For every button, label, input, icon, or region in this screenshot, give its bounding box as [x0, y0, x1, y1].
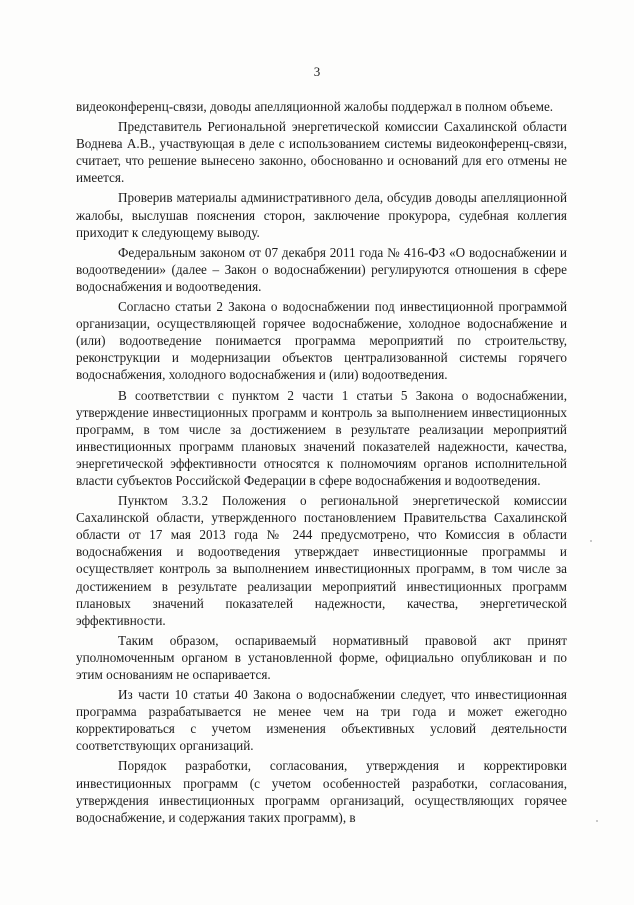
- paragraph-3: Проверив материалы административного дела, обсудив доводы апелляционной жалобы, выслушав пояснения сторон, заключение прокурора, судебная коллегия приходит к следующему выводу.: [76, 190, 567, 240]
- scan-speck: [590, 540, 592, 542]
- page-number: 3: [313, 64, 321, 79]
- paragraph-5: Согласно статьи 2 Закона о водоснабжении под инвестиционной программой организации, осуществляющей горячее водоснабжение, холодное водоснабжение и (или) водоотведение понимается программа мероприятий по строительству, реконструкции и модернизации объектов централизованной системы горячего водоснабжения, холодного водоснабжения и (или) водоотведения.: [76, 299, 567, 383]
- paragraph-10: Порядок разработки, согласования, утверждения и корректировки инвестиционных программ (с учетом особенностей разработки, согласования, утверждения инвестиционных программ организаций, осуществляющих горячее водоснабжение, и содержания таких программ), в: [76, 758, 567, 825]
- paragraph-9: Из части 10 статьи 40 Закона о водоснабжении следует, что инвестиционная программа разрабатывается не менее чем на три года и может ежегодно корректироваться с учетом изменения объективных условий деятельности соответствующих организаций.: [76, 687, 567, 754]
- paragraph-7: Пунктом 3.3.2 Положения о региональной энергетической комиссии Сахалинской области, утвержденного постановлением Правительства Сахалинской области от 17 мая 2013 года № 244 предусмотрено, что Комиссия в области водоснабжения и водоотведения утверждает инвестиционные программы и осуществляет контроль за выполнением инвестиционных программ, в том числе за достижением в результате реализации мероприятий инвестиционных программ плановых значений показателей надежности, качества, энергетической эффективности.: [76, 493, 567, 628]
- paragraph-6: В соответствии с пунктом 2 части 1 статьи 5 Закона о водоснабжении, утверждение инвестиционных программ и контроль за выполнением инвестиционных программ, в том числе за достижением в результате реализации мероприятий инвестиционных программ плановых значений показателей надежности, качества, энергетической эффективности относятся к полномочиям органов исполнительной власти субъектов Российской Федерации в сфере водоснабжения и водоотведения.: [76, 387, 567, 488]
- paragraph-2: Представитель Региональной энергетической комиссии Сахалинской области Воднева А.В., участвующая в деле с использованием системы видеоконференц-связи, считает, что решение вынесено законно, обоснованно и оснований для его отмены не имеется.: [76, 119, 567, 186]
- paragraph-8: Таким образом, оспариваемый нормативный правовой акт принят уполномоченным органом в установленной форме, официально опубликован и по этим основаниям не оспаривается.: [76, 632, 567, 682]
- scan-speck: [596, 820, 598, 822]
- document-body: [76, 98, 567, 829]
- paragraph-4: Федеральным законом от 07 декабря 2011 года № 416-ФЗ «О водоснабжении и водоотведении» (далее – Закон о водоснабжении) регулируются отношения в сфере водоснабжения и водоотведения.: [76, 244, 567, 294]
- paragraph-1: видеоконференц-связи, доводы апелляционной жалобы поддержал в полном объеме.: [76, 99, 554, 114]
